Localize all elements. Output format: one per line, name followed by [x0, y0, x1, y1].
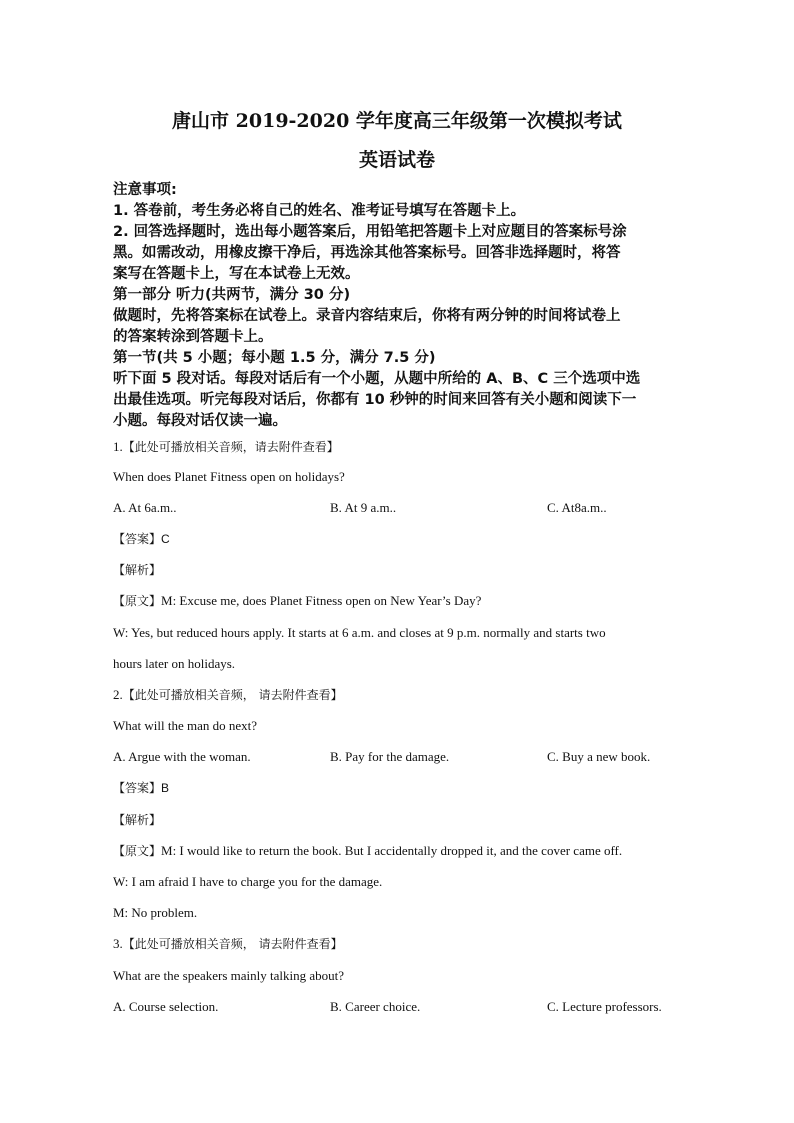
answer-label: 【答案】 — [113, 781, 162, 795]
answer-value: B — [161, 781, 170, 795]
transcript-label: 【原文】 — [113, 594, 162, 608]
question-number: 3. — [113, 936, 123, 951]
question-header — [113, 935, 343, 953]
instruction-line: 的答案转涂到答题卡上。 — [113, 329, 273, 345]
analysis-label: 【解析】 — [113, 813, 162, 827]
instruction-line: 小题。每段对话仅读一遍。 — [113, 413, 287, 429]
option-c: C. Buy a new book. — [547, 749, 651, 764]
transcript-text: M: I would like to return the book. But I accidentally dropped it, and the cover came off. — [161, 843, 623, 858]
audio-note: 【此处可播放相关音频， 请去附件查看】 — [122, 937, 343, 951]
analysis-label: 【解析】 — [113, 563, 162, 577]
option-b: B. Pay for the damage. — [330, 749, 450, 764]
part-heading: 第一部分 听力(共两节，满分 30 分) — [113, 287, 351, 303]
option-c: C. At8a.m.. — [547, 500, 607, 515]
option-a: A. At 6a.m.. — [113, 500, 177, 515]
notice-line: 黑。如需改动，用橡皮擦干净后，再选涂其他答案标号。回答非选择题时，将答 — [113, 245, 621, 261]
question-header — [113, 686, 343, 704]
instruction-line: 做题时，先将答案标在试卷上。录音内容结束后，你将有两分钟的时间将试卷上 — [113, 308, 621, 324]
question-text: When does Planet Fitness open on holidays? — [113, 469, 345, 484]
transcript-text: M: Excuse me, does Planet Fitness open on New Year’s Day? — [161, 593, 482, 608]
transcript-line — [113, 842, 622, 860]
option-a: A. Argue with the woman. — [113, 749, 251, 764]
answer-line — [113, 779, 169, 797]
transcript-label: 【原文】 — [113, 844, 162, 858]
notice-line: 1. 答卷前，考生务必将自己的姓名、准考证号填写在答题卡上。 — [113, 203, 526, 219]
answer-line — [113, 530, 170, 548]
audio-note: 【此处可播放相关音频，请去附件查看】 — [122, 440, 339, 454]
question-text: What are the speakers mainly talking about? — [113, 968, 345, 983]
audio-note: 【此处可播放相关音频， 请去附件查看】 — [122, 688, 343, 702]
instruction-line: 出最佳选项。听完每段对话后，你都有 10 秒钟的时间来回答有关小题和阅读下一 — [113, 392, 637, 408]
transcript-line — [113, 592, 481, 610]
option-b: B. At 9 a.m.. — [330, 500, 397, 515]
transcript-text: hours later on holidays. — [113, 656, 236, 671]
option-a: A. Course selection. — [113, 999, 219, 1014]
transcript-text: W: I am afraid I have to charge you for the damage. — [113, 874, 383, 889]
answer-value: C — [161, 532, 170, 546]
notice-heading: 注意事项: — [113, 182, 177, 198]
transcript-text: W: Yes, but reduced hours apply. It starts at 6 a.m. and closes at 9 p.m. normally and starts two — [113, 625, 606, 640]
question-number: 2. — [113, 687, 123, 702]
transcript-text: M: No problem. — [113, 905, 198, 920]
instruction-line: 听下面 5 段对话。每段对话后有一个小题，从题中所给的 A、B、C 三个选项中选 — [113, 371, 641, 387]
question-number: 1. — [113, 439, 123, 454]
question-text: What will the man do next? — [113, 718, 258, 733]
section-heading: 第一节(共 5 小题；每小题 1.5 分，满分 7.5 分) — [113, 350, 436, 366]
option-c: C. Lecture professors. — [547, 999, 662, 1014]
option-b: B. Career choice. — [330, 999, 421, 1014]
notice-line: 2. 回答选择题时，选出每小题答案后，用铅笔把答题卡上对应题目的答案标号涂 — [113, 224, 627, 240]
page-subtitle: 英语试卷 — [358, 149, 435, 171]
notice-line: 案写在答题卡上，写在本试卷上无效。 — [113, 266, 360, 282]
question-header — [113, 438, 339, 456]
page-title: 唐山市 2019-2020 学年度高三年级第一次模拟考试 — [172, 110, 622, 132]
answer-label: 【答案】 — [113, 532, 162, 546]
